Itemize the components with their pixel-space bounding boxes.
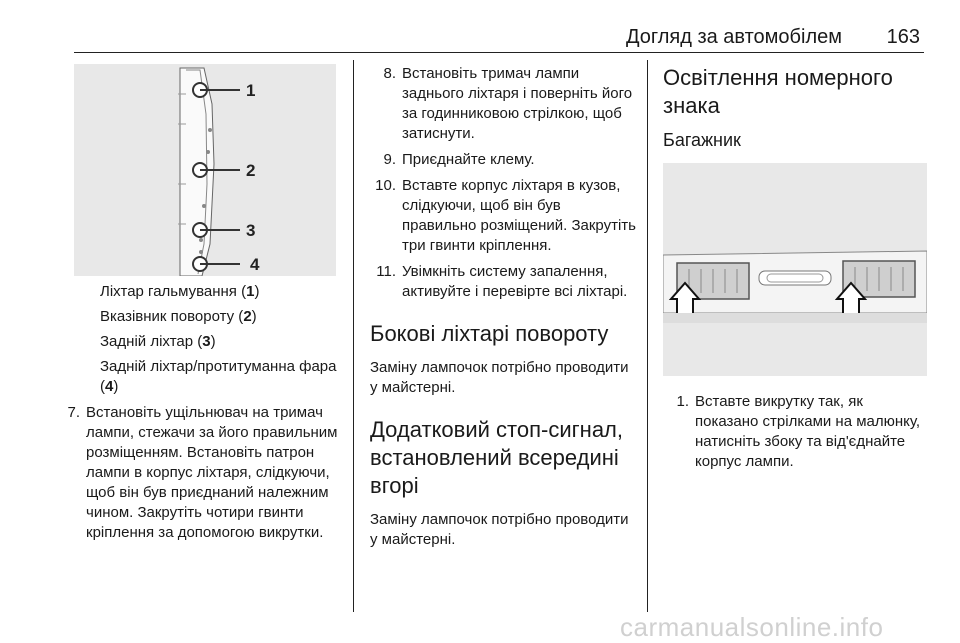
subheading-trunk: Багажник <box>663 130 741 150</box>
step-text: Вставте корпус ліхтаря в кузов, слідкуючи, щоб він був правильно розміщений. Закрутіть три гвинти кріплення. <box>402 177 636 254</box>
legend-item: Задній ліхтар/протитуманна фара (4) <box>100 358 337 395</box>
step-text: Встановіть тримач лампи заднього ліхтаря і поверніть його за годинниковою стрілкою, щоб затиснути. <box>402 65 633 142</box>
step-text: Встановіть ущільнювач на тримач лампи, стежачи за його правильним розміщенням. Встановіть патрон лампи в корпус ліхтаря, слідкуючи, щоб він був приєднаний належним чином. Закрутіть чотири гвинти кріплення за допомогою викрутки. <box>86 404 338 541</box>
header-divider <box>74 52 924 53</box>
plate-light-figure <box>663 163 927 376</box>
plate-light-illustration <box>663 163 927 376</box>
step-number: 11. <box>376 263 396 280</box>
figure-legend <box>74 282 340 397</box>
legend-item: Ліхтар гальмування (1) <box>100 283 260 300</box>
step-text: Приєднайте клему. <box>402 151 535 168</box>
section-text-side-turn: Заміну лампочок потрібно проводити у майстерні. <box>370 359 629 396</box>
plate-step-1 <box>663 392 929 472</box>
section-text-stop-signal: Заміну лампочок потрібно проводити у майстерні. <box>370 511 629 548</box>
step-9 <box>370 150 636 170</box>
section-heading-plate-light: Освітлення номерного знака <box>663 65 893 118</box>
callout-4: 4 <box>250 255 260 274</box>
tail-light-figure <box>74 64 336 276</box>
step-number: 10. <box>375 177 396 194</box>
header-title: Догляд за автомобілем <box>625 26 842 48</box>
column-divider <box>353 60 354 612</box>
section-heading-side-turn: Бокові ліхтарі повороту <box>370 321 609 346</box>
column-right <box>663 64 929 478</box>
step-number: 9. <box>383 151 396 168</box>
step-text: Вставте викрутку так, як показано стрілками на малюнку, натисніть збоку та від'єднайте корпус лампи. <box>695 393 921 470</box>
step-number: 1. <box>676 393 689 410</box>
tail-light-illustration <box>74 64 336 276</box>
watermark: carmanualsonline.info <box>620 612 884 642</box>
callout-1: 1 <box>246 81 256 100</box>
section-heading-stop-signal: Додатковий стоп-сигнал, встановлений всередині вгорі <box>370 417 623 498</box>
step-7 <box>54 403 340 543</box>
column-divider <box>647 60 648 612</box>
legend-item: Вказівник повороту (2) <box>100 308 257 325</box>
step-text: Увімкніть систему запалення, активуйте і перевірте всі ліхтарі. <box>402 263 628 300</box>
column-left <box>67 64 340 549</box>
legend-item: Задній ліхтар (3) <box>100 333 216 350</box>
callout-3: 3 <box>246 221 256 240</box>
step-number: 8. <box>383 65 396 82</box>
step-10 <box>370 176 636 256</box>
step-8 <box>370 64 636 144</box>
callout-2: 2 <box>246 161 256 180</box>
step-11 <box>370 262 636 302</box>
column-middle <box>370 64 636 560</box>
page-number: 163 <box>886 26 920 48</box>
step-number: 7. <box>67 404 80 421</box>
